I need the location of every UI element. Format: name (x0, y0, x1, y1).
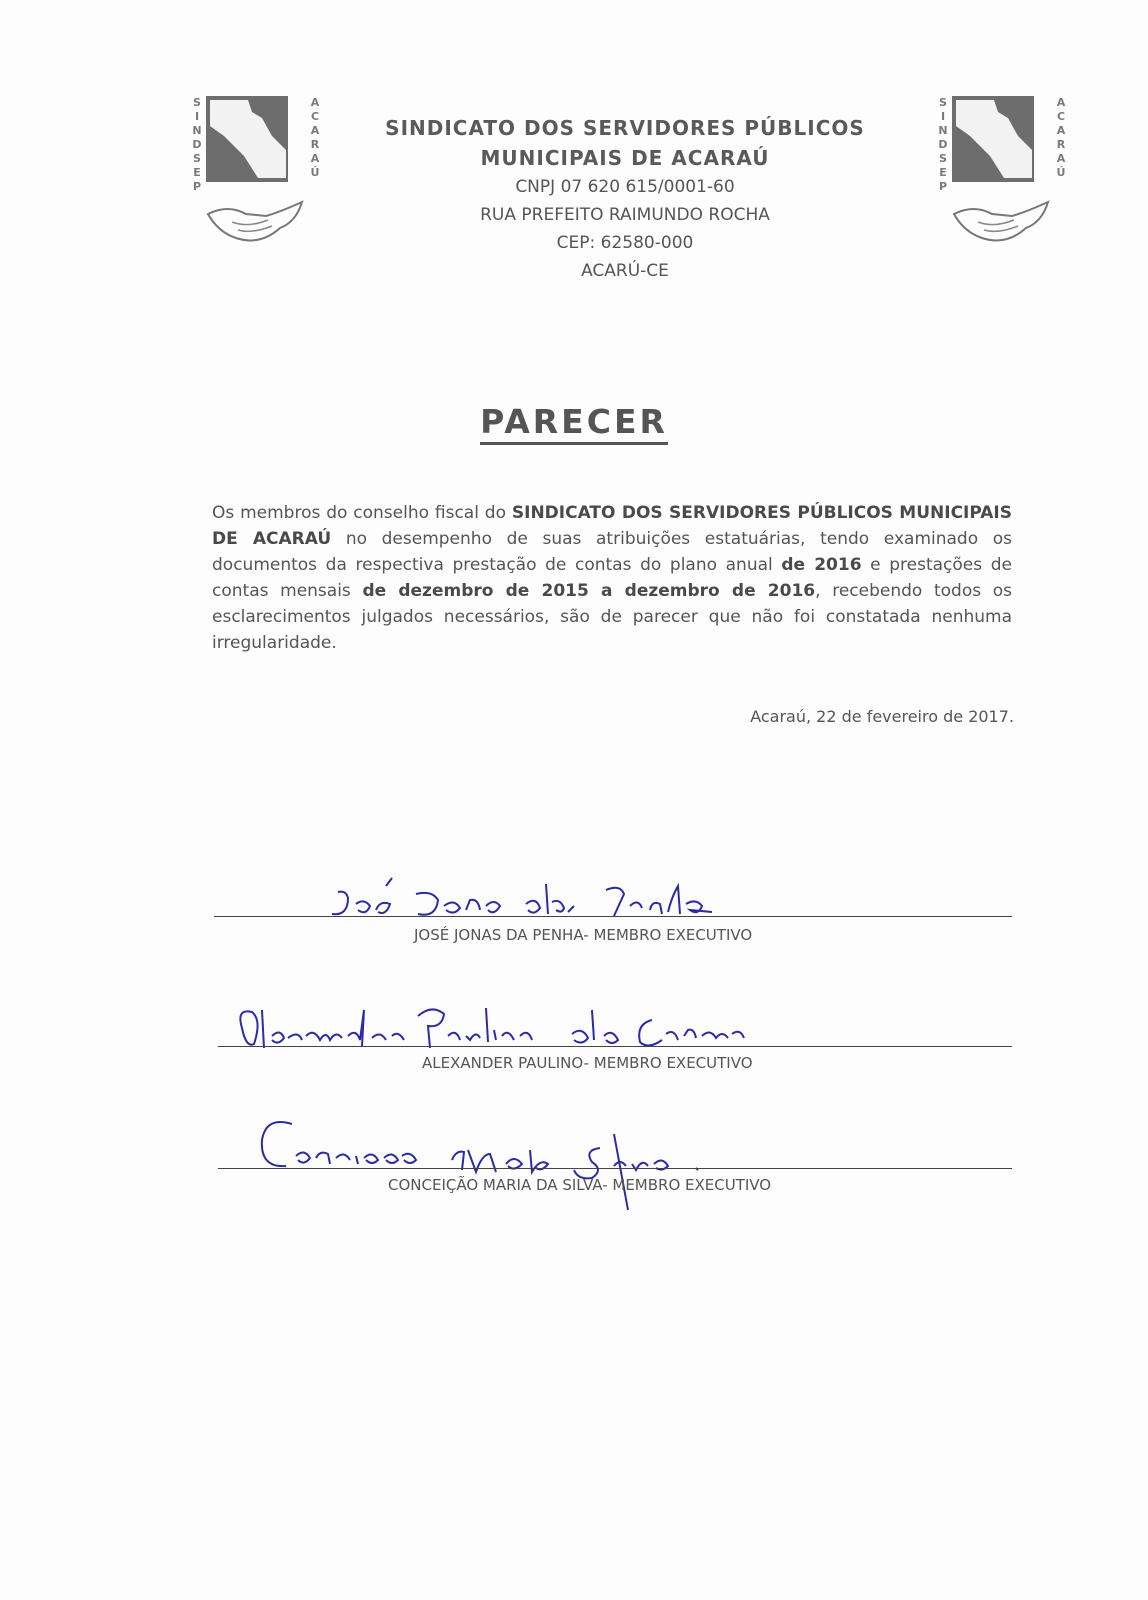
svg-text:E: E (193, 166, 201, 179)
signature-3 (256, 1110, 726, 1220)
signer-3-caption: CONCEIÇÃO MARIA DA SILVA- MEMBRO EXECUTIVO (388, 1176, 772, 1194)
signature-1 (320, 876, 740, 926)
svg-text:A: A (310, 124, 320, 137)
org-name-bold: SINDICATO DOS SERVIDORES PÚBLICOS MUNICIPAIS DE ACARAÚ (212, 503, 1013, 549)
signature-2 (232, 1000, 752, 1056)
svg-text:A: A (1056, 152, 1066, 165)
signature-line-2 (218, 1046, 1012, 1047)
svg-text:N: N (938, 124, 948, 137)
svg-text:P: P (192, 180, 202, 193)
svg-text:E: E (939, 166, 947, 179)
svg-text:C: C (1056, 110, 1066, 123)
cep: CEP: 62580-000 (556, 233, 694, 253)
svg-text:Ú: Ú (310, 166, 320, 179)
body-paragraph: Os membros do conselho fiscal do SINDICATO DOS SERVIDORES PÚBLICOS MUNICIPAIS DE ACARAÚ no desempenho de suas atribuições estatuárias, tendo examinado os documentos da respectiva prestação de contas do plano anual de 2016 e prestações de contas mensais de dezembro de 2015 a dezembro de 2016, recebendo todos os esclarecimentos julgados necessários, são de parecer que não foi constatada nenhuma irregularidade. (212, 503, 1013, 653)
svg-text:D: D (938, 138, 948, 151)
svg-text:C: C (310, 110, 320, 123)
letterhead (330, 113, 920, 285)
svg-text:P: P (938, 180, 948, 193)
handshake-icon (188, 96, 328, 256)
org-name-line1: SINDICATO DOS SERVIDORES PÚBLICOS (385, 116, 865, 140)
signer-2-caption: ALEXANDER PAULINO- MEMBRO EXECUTIVO (422, 1054, 753, 1072)
svg-text:R: R (310, 138, 320, 151)
sindsep-logo-left (188, 96, 328, 256)
svg-text:A: A (1056, 124, 1066, 137)
svg-text:Ú: Ú (1056, 166, 1066, 179)
org-name-line2: MUNICIPAIS DE ACARAÚ (480, 146, 770, 170)
svg-text:A: A (1056, 96, 1066, 109)
svg-text:R: R (1056, 138, 1066, 151)
svg-text:S: S (193, 96, 201, 109)
signature-line-3 (218, 1168, 1012, 1169)
svg-text:N: N (192, 124, 202, 137)
svg-text:S: S (939, 96, 947, 109)
city: ACARÚ-CE (581, 261, 669, 281)
period: de dezembro de 2015 a dezembro de 2016 (362, 581, 816, 601)
signature-line-1 (214, 916, 1012, 917)
address: RUA PREFEITO RAIMUNDO ROCHA (480, 205, 770, 225)
handshake-icon (934, 96, 1074, 256)
svg-text:I: I (940, 110, 946, 123)
date-line: Acaraú, 22 de fevereiro de 2017. (750, 707, 1014, 726)
signer-1-caption: JOSÉ JONAS DA PENHA- MEMBRO EXECUTIVO (414, 926, 753, 944)
svg-text:A: A (310, 152, 320, 165)
svg-text:A: A (310, 96, 320, 109)
svg-text:S: S (193, 152, 201, 165)
sindsep-logo-right (934, 96, 1074, 256)
document-title: PARECER (0, 402, 1148, 441)
svg-text:S: S (939, 152, 947, 165)
cnpj: CNPJ 07 620 615/0001-60 (515, 177, 735, 197)
svg-text:D: D (192, 138, 202, 151)
plan-year: de 2016 (781, 555, 862, 575)
svg-text:I: I (194, 110, 200, 123)
